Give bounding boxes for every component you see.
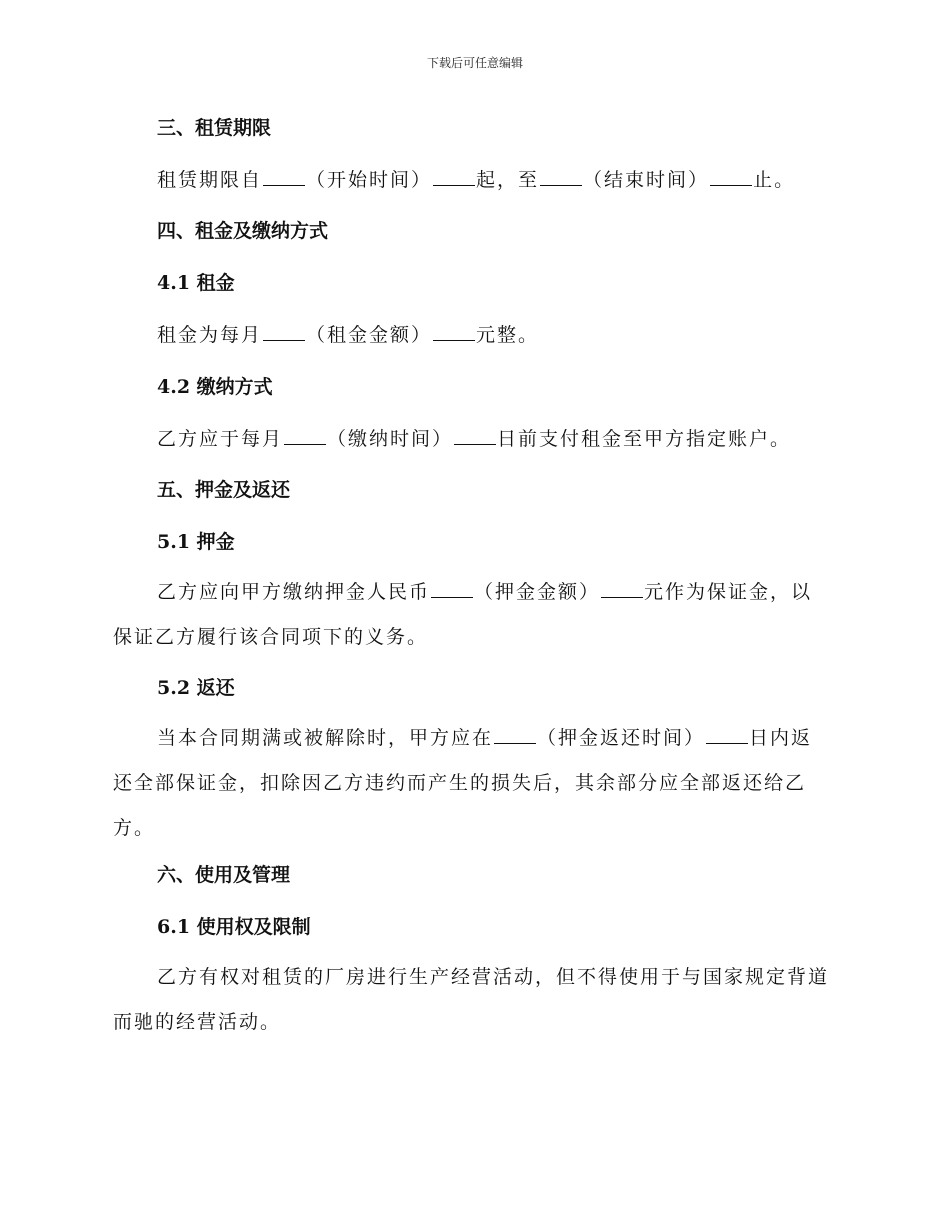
subheading-5-2: 5.2 返还	[157, 677, 235, 699]
blank-line	[706, 742, 748, 744]
blank-line	[263, 184, 305, 186]
paragraph-use: 乙方有权对租赁的厂房进行生产经营活动，但不得使用于与国家规定背道而驰的经营活动。	[113, 966, 830, 1033]
blank-line	[433, 184, 475, 186]
paragraph-payment: 乙方应于每月 （缴纳时间） 日前支付租金至甲方指定账户。	[157, 428, 792, 450]
blank-line	[263, 339, 305, 341]
blank-line	[454, 443, 496, 445]
paragraph-return: 当本合同期满或被解除时，甲方应在 （押金返还时间） 日内返还全部保证金，扣除因乙方违约而产生的损失后，其余部分应全部返还给乙方。	[113, 727, 813, 839]
blank-line	[710, 184, 752, 186]
subheading-6-1: 6.1 使用权及限制	[157, 916, 311, 938]
subheading-4-2: 4.2 缴纳方式	[157, 376, 273, 398]
section-heading-5: 五、押金及返还	[157, 479, 291, 501]
section-heading-4: 四、租金及缴纳方式	[157, 220, 329, 242]
blank-line	[433, 339, 475, 341]
subheading-5-1: 5.1 押金	[157, 531, 235, 553]
blank-line	[284, 443, 326, 445]
blank-line	[540, 184, 582, 186]
blank-line	[601, 596, 643, 598]
section-heading-3: 三、租赁期限	[157, 117, 272, 139]
blank-line	[431, 596, 473, 598]
section-heading-6: 六、使用及管理	[157, 864, 291, 886]
paragraph-rent: 租金为每月 （租金金额） 元整。	[157, 324, 540, 346]
page-header: 下载后可任意编辑	[426, 56, 523, 70]
paragraph-deposit: 乙方应向甲方缴纳押金人民币 （押金金额） 元作为保证金，以保证乙方履行该合同项下的义务。	[113, 581, 813, 648]
blank-line	[494, 742, 536, 744]
subheading-4-1: 4.1 租金	[157, 272, 235, 294]
paragraph-term: 租赁期限自 （开始时间） 起，至 （结束时间） 止。	[157, 169, 796, 191]
